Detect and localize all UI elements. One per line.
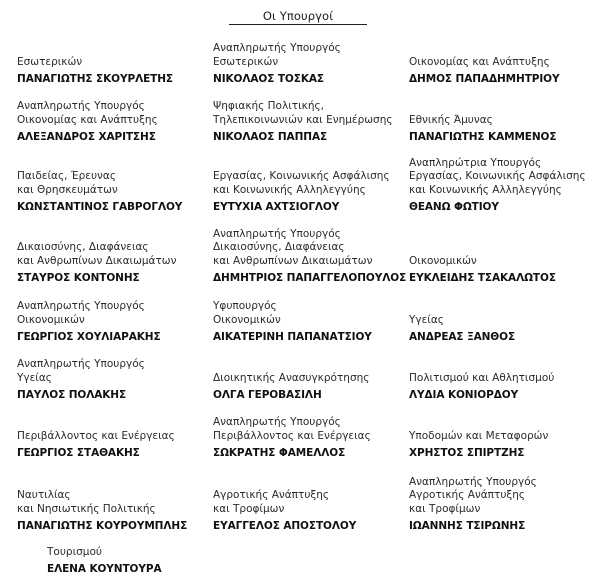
minister-entry <box>213 477 403 533</box>
ministry-title: Τουρισμού <box>47 545 102 558</box>
minister-name: ΙΩΑΝΝΗΣ ΤΣΙΡΩΝΗΣ <box>409 520 526 532</box>
minister-entry <box>409 356 599 402</box>
minister-entry <box>213 215 407 285</box>
minister-name: ΝΙΚΟΛΑΟΣ ΠΑΠΠΑΣ <box>213 131 328 143</box>
minister-entry <box>17 288 207 344</box>
minister-name: ΔΗΜΗΤΡΙΟΣ ΠΑΠΑΓΓΕΛΟΠΟΥΛΟΣ <box>213 272 407 284</box>
ministry-title: Αναπληρωτής Υπουργός Αγροτικής Ανάπτυξης και Τροφίμων <box>409 475 537 515</box>
ministry-title: Παιδείας, Έρευνας και Θρησκευμάτων <box>17 170 118 196</box>
minister-name: ΘΕΑΝΩ ΦΩΤΙΟΥ <box>409 201 499 213</box>
minister-entry <box>17 414 207 460</box>
minister-entry <box>17 88 207 144</box>
minister-entry <box>213 356 403 402</box>
minister-name: ΠΑΝΑΓΙΩΤΗΣ ΣΚΟΥΡΛΕΤΗΣ <box>17 73 173 85</box>
ministry-title: Αναπληρωτής Υπουργός Περιβάλλοντος και Ενέργειας <box>213 416 371 442</box>
minister-name: ΕΛΕΝΑ ΚΟΥΝΤΟΥΡΑ <box>47 563 162 575</box>
minister-entry <box>17 346 207 402</box>
minister-name: ΕΥΚΛΕΙΔΗΣ ΤΣΑΚΑΛΩΤΟΣ <box>409 272 556 284</box>
minister-name: ΠΑΝΑΓΙΩΤΗΣ ΚΟΥΡΟΥΜΠΛΗΣ <box>17 520 188 532</box>
minister-name: ΓΕΩΡΓΙΟΣ ΣΤΑΘΑΚΗΣ <box>17 447 140 459</box>
minister-entry <box>409 298 599 344</box>
minister-name: ΠΑΝΑΓΙΩΤΗΣ ΚΑΜΜΕΝΟΣ <box>409 131 557 143</box>
heading-underline <box>229 24 367 25</box>
minister-entry <box>17 40 207 86</box>
minister-name: ΧΡΗΣΤΟΣ ΣΠΙΡΤΖΗΣ <box>409 447 525 459</box>
minister-name: ΕΥΤΥΧΙΑ ΑΧΤΣΙΟΓΛΟΥ <box>213 201 340 213</box>
minister-name: ΠΑΥΛΟΣ ΠΟΛΑΚΗΣ <box>17 389 127 401</box>
ministry-title: Αναπληρωτής Υπουργός Οικονομίας και Ανάπτυξης <box>17 100 158 126</box>
minister-entry <box>409 40 599 86</box>
minister-name: ΣΤΑΥΡΟΣ ΚΟΝΤΟΝΗΣ <box>17 272 140 284</box>
minister-entry <box>409 144 599 214</box>
ministry-title: Πολιτισμού και Αθλητισμού <box>409 371 555 384</box>
ministry-title: Υγείας <box>409 313 444 326</box>
ministry-title: Αναπληρωτής Υπουργός Οικονομικών <box>17 300 145 326</box>
minister-name: ΟΛΓΑ ΓΕΡΟΒΑΣΙΛΗ <box>213 389 322 401</box>
minister-entry <box>409 98 599 144</box>
minister-name: ΕΥΑΓΓΕΛΟΣ ΑΠΟΣΤΟΛΟΥ <box>213 520 357 532</box>
ministry-title: Οικονομικών <box>409 254 477 267</box>
minister-entry <box>17 477 207 533</box>
ministry-title: Δικαιοσύνης, Διαφάνειας και Ανθρωπίνων Δικαιωμάτων <box>17 241 177 267</box>
minister-name: ΑΛΕΞΑΝΔΡΟΣ ΧΑΡΙΤΣΗΣ <box>17 131 156 143</box>
minister-entry <box>409 414 599 460</box>
ministry-title: Περιβάλλοντος και Ενέργειας <box>17 429 175 442</box>
ministry-title: Αναπληρωτής Υπουργός Εσωτερικών <box>213 42 341 68</box>
ministry-title: Αναπληρωτής Υπουργός Υγείας <box>17 358 145 384</box>
minister-name: ΔΗΜΟΣ ΠΑΠΑΔΗΜΗΤΡΙΟΥ <box>409 73 560 85</box>
ministry-title: Ψηφιακής Πολιτικής, Τηλεπικοινωνιών και Ενημέρωσης <box>213 100 393 126</box>
minister-name: ΑΝΔΡΕΑΣ ΞΑΝΘΟΣ <box>409 331 516 343</box>
minister-name: ΓΕΩΡΓΙΟΣ ΧΟΥΛΙΑΡΑΚΗΣ <box>17 331 161 343</box>
minister-name: ΝΙΚΟΛΑΟΣ ΤΟΣΚΑΣ <box>213 73 324 85</box>
minister-name: ΚΩΝΣΤΑΝΤΙΝΟΣ ΓΑΒΡΟΓΛΟΥ <box>17 201 183 213</box>
minister-entry <box>213 288 403 344</box>
ministry-title: Εθνικής Άμυνας <box>409 113 493 126</box>
ministry-title: Αναπληρωτής Υπουργός Δικαιοσύνης, Διαφάνειας και Ανθρωπίνων Δικαιωμάτων <box>213 227 373 267</box>
minister-entry <box>17 229 207 285</box>
ministry-title: Αγροτικής Ανάπτυξης και Τροφίμων <box>213 489 330 515</box>
ministry-title: Οικονομίας και Ανάπτυξης <box>409 55 550 68</box>
minister-entry <box>47 530 237 576</box>
minister-entry <box>213 158 403 214</box>
ministry-title: Υφυπουργός Οικονομικών <box>213 300 281 326</box>
minister-name: ΑΙΚΑΤΕΡΙΝΗ ΠΑΠΑΝΑΤΣΙΟΥ <box>213 331 372 343</box>
section-heading: Οι Υπουργοί <box>262 9 334 23</box>
minister-name: ΣΩΚΡΑΤΗΣ ΦΑΜΕΛΛΟΣ <box>213 447 346 459</box>
minister-entry <box>17 158 207 214</box>
minister-entry <box>213 404 403 460</box>
minister-name: ΛΥΔΙΑ ΚΟΝΙΟΡΔΟΥ <box>409 389 519 401</box>
ministry-title: Εσωτερικών <box>17 55 83 68</box>
ministry-title: Εργασίας, Κοινωνικής Ασφάλισης και Κοινωνικής Αλληλεγγύης <box>213 170 390 196</box>
ministry-title: Υποδομών και Μεταφορών <box>409 429 549 442</box>
minister-entry <box>213 30 403 86</box>
minister-entry <box>409 463 599 533</box>
ministry-title: Ναυτιλίας και Νησιωτικής Πολιτικής <box>17 489 156 515</box>
minister-entry <box>213 88 403 144</box>
ministry-title: Διοικητικής Ανασυγκρότησης <box>213 371 370 384</box>
ministry-title: Αναπληρώτρια Υπουργός Εργασίας, Κοινωνικής Ασφάλισης και Κοινωνικής Αλληλεγγύης <box>409 156 586 196</box>
minister-entry <box>409 239 599 285</box>
